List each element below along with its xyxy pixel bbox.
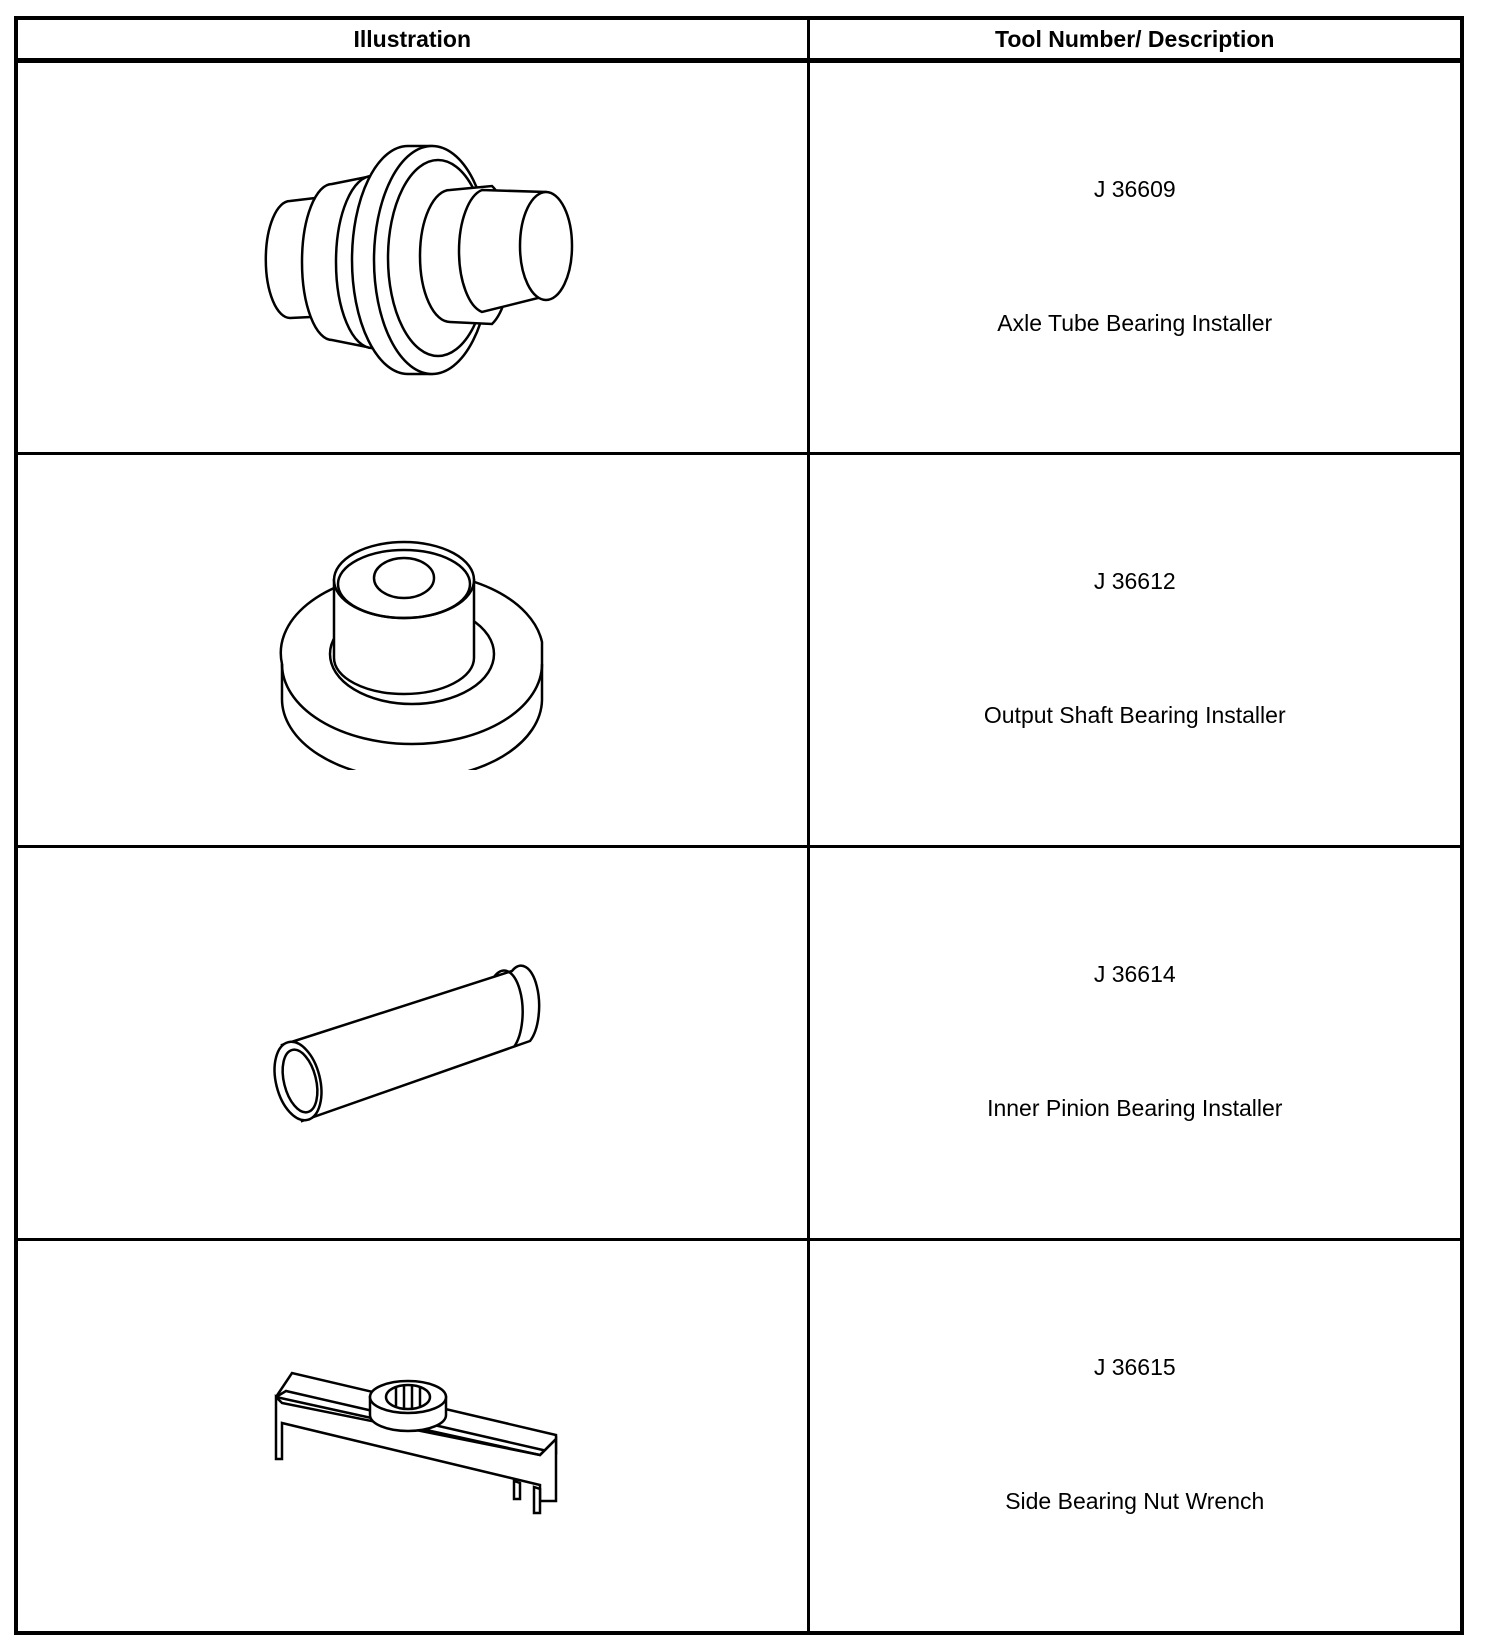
description-cell — [808, 454, 1462, 847]
tool-description: Side Bearing Nut Wrench — [1005, 1488, 1265, 1514]
illustration-cell — [16, 454, 808, 847]
tool-description: Output Shaft Bearing Installer — [983, 702, 1286, 728]
special-tools-table — [14, 16, 1464, 1635]
tool-description: Axle Tube Bearing Installer — [997, 310, 1273, 336]
header-illustration: Illustration — [16, 18, 808, 61]
output-shaft-bearing-installer-icon — [262, 530, 562, 770]
illustration-cell — [16, 61, 808, 454]
side-bearing-nut-wrench-icon — [262, 1351, 562, 1521]
axle-tube-bearing-installer-icon — [232, 128, 592, 388]
table-row — [16, 847, 1462, 1240]
tool-number: J 36609 — [1093, 176, 1176, 202]
tool-number: J 36614 — [1093, 961, 1176, 987]
description-cell — [808, 61, 1462, 454]
illustration-cell — [16, 1240, 808, 1633]
tool-number: J 36615 — [1093, 1354, 1176, 1380]
description-cell — [808, 1240, 1462, 1633]
table-row — [16, 61, 1462, 454]
table-header-row — [16, 18, 1462, 61]
table-row — [16, 1240, 1462, 1633]
tool-description: Inner Pinion Bearing Installer — [987, 1095, 1283, 1121]
header-tool-description: Tool Number/ Description — [808, 18, 1462, 61]
table-row — [16, 454, 1462, 847]
tool-number: J 36612 — [1093, 568, 1176, 594]
inner-pinion-bearing-installer-icon — [262, 953, 562, 1133]
description-cell — [808, 847, 1462, 1240]
illustration-cell — [16, 847, 808, 1240]
